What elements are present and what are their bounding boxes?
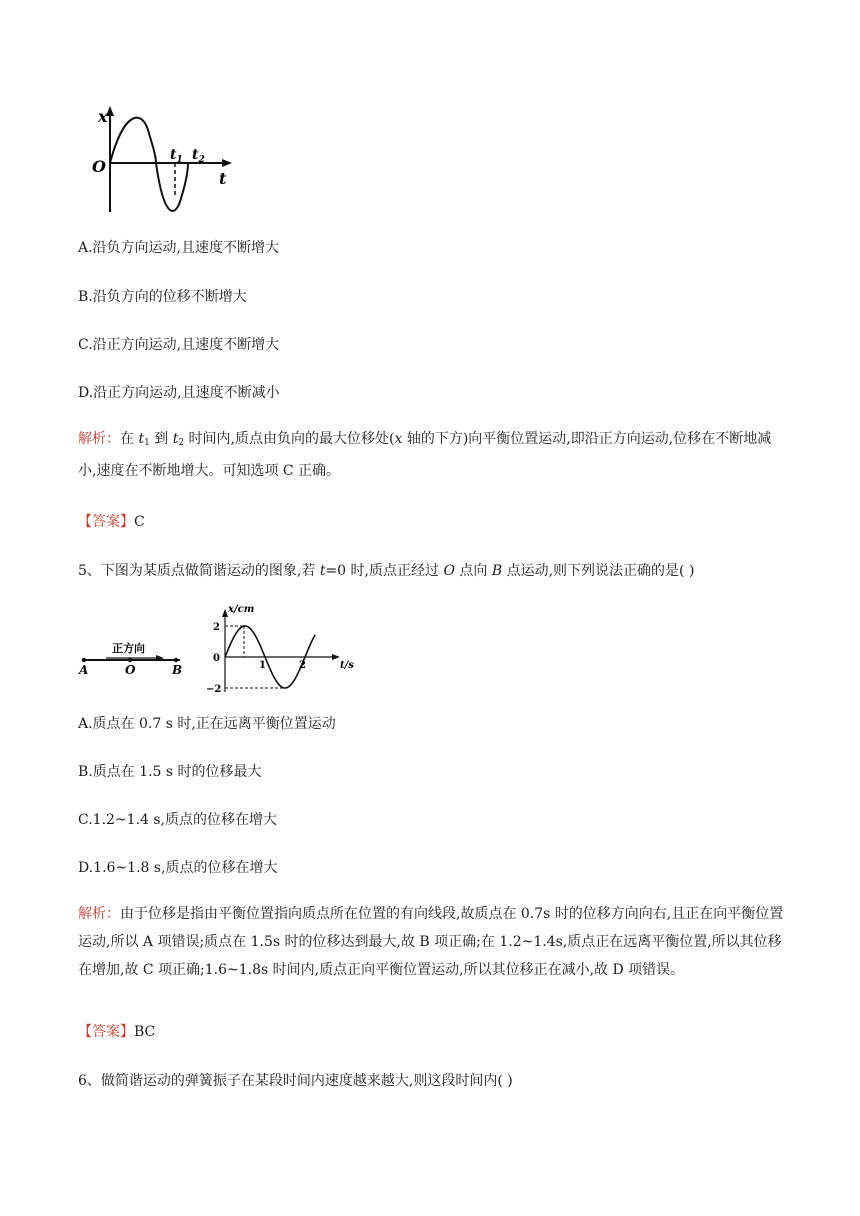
q5-line-diagram xyxy=(78,640,188,680)
q5-point-o: O xyxy=(125,663,136,677)
q5-data-point xyxy=(314,635,315,636)
q4-option-d: D.沿正方向运动,且速度不断减小 xyxy=(78,385,280,401)
q4-answer-label: 【答案】 xyxy=(78,514,134,530)
q5-point-a: A xyxy=(79,663,89,677)
q4-analysis-label: 解析 xyxy=(78,431,106,447)
fig1-t-label: t xyxy=(219,169,227,188)
q5-y-axis-label: x/cm xyxy=(228,604,255,615)
fig1-origin-label: O xyxy=(92,157,106,176)
q5-direction-label: 正方向 xyxy=(112,642,145,655)
q5-analysis-label: 解析 xyxy=(78,906,106,922)
q4-option-b: B.沿负方向的位移不断增大 xyxy=(78,289,247,305)
q5-y-tick-2: 2 xyxy=(213,622,220,633)
q5-x-tick-2: 2 xyxy=(299,660,306,671)
q5-y-tick-neg2: −2 xyxy=(206,684,222,695)
q5-analysis: 解析：由于位移是指由平衡位置指向质点所在位置的有向线段,故质点在 0.7s 时的位移方向向右,且正在向平衡位置运动,所以 A 项错误;质点在 1.5s 时的位移达到最大,故 B 项正确;在 1.2~1.4s,质点正在远离平衡位置,所以其位移在增加,故 C 项正确;1.6~1.8s 时间内,质点正向平衡位置运动,所以其位移正在减小,故 D 项错误。 xyxy=(78,906,784,978)
q5-y-tick-0: 0 xyxy=(213,653,220,664)
q5-xt-chart xyxy=(200,600,370,695)
q5-data-point xyxy=(224,656,225,657)
q5-data-point xyxy=(284,687,285,688)
q5-answer-value: BC xyxy=(134,1024,156,1040)
q5-option-a: A.质点在 0.7 s 时,正在远离平衡位置运动 xyxy=(78,716,336,732)
q5-data-point xyxy=(294,678,295,679)
figure-xt-graph xyxy=(88,100,248,215)
q5-x-axis-label: t/s xyxy=(340,660,354,671)
q4-option-a: A.沿负方向运动,且速度不断增大 xyxy=(78,240,280,256)
fig1-t2-label: $t_2$ xyxy=(192,147,205,165)
q6-question: 6、做简谐运动的弹簧振子在某段时间内速度越来越大,则这段时间内( ) xyxy=(78,1073,513,1089)
q5-answer-label: 【答案】 xyxy=(78,1024,134,1040)
q5-question: 5、下图为某质点做简谐运动的图象,若 t=0 时,质点正经过 O 点向 B 点运动,则下列说法正确的是( ) xyxy=(78,563,695,579)
q4-answer-value: C xyxy=(134,514,145,530)
q5-data-point xyxy=(274,678,275,679)
q5-point-b: B xyxy=(172,663,183,677)
q5-answer xyxy=(78,1022,155,1042)
q5-option-d: D.1.6~1.8 s,质点的位移在增大 xyxy=(78,860,278,876)
q4-option-c: C.沿正方向运动,且速度不断增大 xyxy=(78,337,280,353)
q5-option-b: B.质点在 1.5 s 时的位移最大 xyxy=(78,764,262,780)
q5-data-point xyxy=(264,656,265,657)
fig1-x-label: x xyxy=(98,107,108,126)
q4-analysis: 解析：在 $t_1$ 到 $t_2$ 时间内,质点由负向的最大位移处(x 轴的下方)向平衡位置运动,即沿正方向运动,位移在不断地减小,速度在不断地增大。可知选项 C 正确。 xyxy=(78,431,772,479)
q5-x-tick-1: 1 xyxy=(259,660,266,671)
q5-data-point xyxy=(304,656,305,657)
fig1-t1-label: $t_1$ xyxy=(170,147,183,165)
q5-data-point xyxy=(234,635,235,636)
q5-option-c: C.1.2~1.4 s,质点的位移在增大 xyxy=(78,812,278,828)
q4-answer xyxy=(78,512,145,532)
q5-data-point xyxy=(244,625,245,626)
q5-data-point xyxy=(254,635,255,636)
